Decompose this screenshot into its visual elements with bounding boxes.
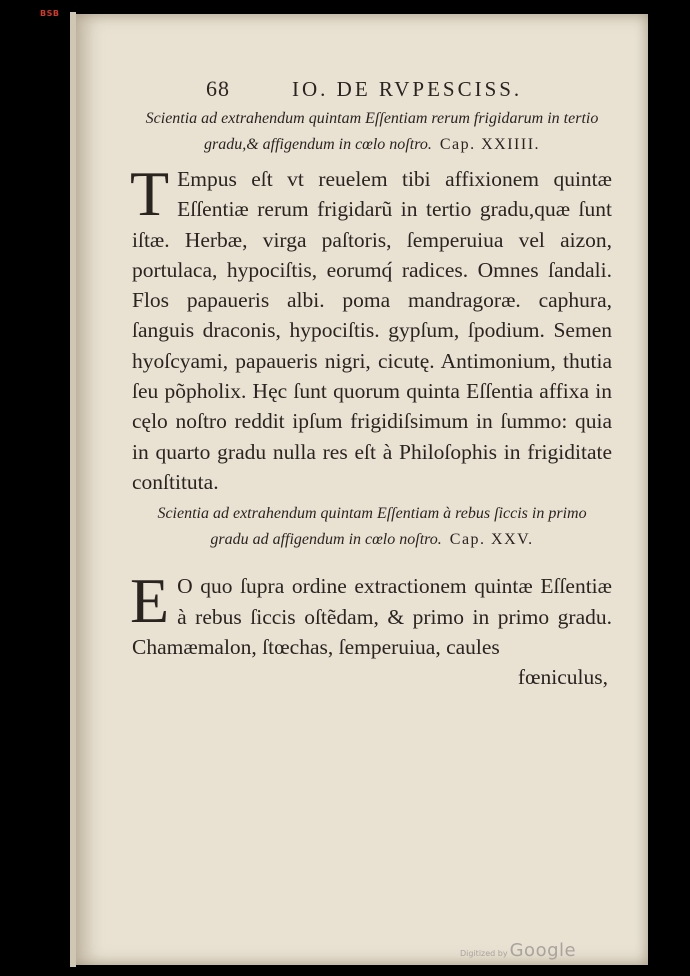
running-head — [132, 70, 612, 106]
chapter-heading-24 — [132, 106, 612, 158]
watermark-prefix: Digitized by — [460, 949, 508, 958]
drop-cap-initial: E — [130, 565, 170, 637]
chapter-heading-text: Scientia ad extrahendum quintam Eſſentiam à rebus ſiccis in primo gradu ad affigendum in cœlo noſtro. — [157, 505, 587, 549]
digitization-watermark — [460, 940, 576, 961]
google-logo: Google — [509, 940, 577, 961]
library-mark: BSB — [40, 9, 60, 18]
chapter-25-paragraph — [130, 565, 612, 662]
chapter-heading-text: Scientia ad extrahendum quintam Eſſentiam rerum frigidarum in tertio gradu,& affigendum in cœlo noſtro. — [145, 110, 599, 153]
chapter-24-paragraph — [130, 158, 612, 497]
chapter-heading-25 — [132, 501, 612, 553]
paragraph-text: Empus eſt vt reuelem tibi affixionem quintæ Eſſentiæ rerum frigidarũ in tertio gradu,quæ ſunt iſtæ. Herbæ, virga paſtoris, ſemperuiua vel aizon, portulaca, hypociſtis, eorumq́ radices. Omnes ſandali. Flos papaueris albi. poma mandragoræ. caphura, ſanguis draconis, hypociſtis. gypſum, ſpodium. Semen hyoſcyami, papaueris nigri, cicutę. Antimonium, thutia ſeu põpholix. Hęc ſunt quorum quinta Eſſentia affixa in cęlo noſtro reddit ipſum frigidiſsimum in ſummo: quia in quarto gradu nulla res eſt à Philoſophis in frigiditate conſtituta. — [132, 167, 612, 494]
paragraph-text: O quo ſupra ordine extractionem quintæ Eſſentiæ à rebus ſiccis oſtẽdam, & primo in primo gradu. Chamæmalon, ſtœchas, ſemperuiua, caules — [132, 574, 612, 659]
page-number: 68 — [206, 76, 230, 101]
chapter-number: Cap. XXV. — [449, 531, 534, 549]
catchword: fœniculus, — [517, 665, 608, 690]
running-title: IO. DE RVPESCISS. — [292, 77, 523, 101]
scan-border — [648, 0, 690, 976]
drop-cap-initial: T — [130, 158, 170, 229]
page-text-block — [132, 70, 612, 692]
chapter-number: Cap. XXIIII. — [439, 136, 541, 153]
